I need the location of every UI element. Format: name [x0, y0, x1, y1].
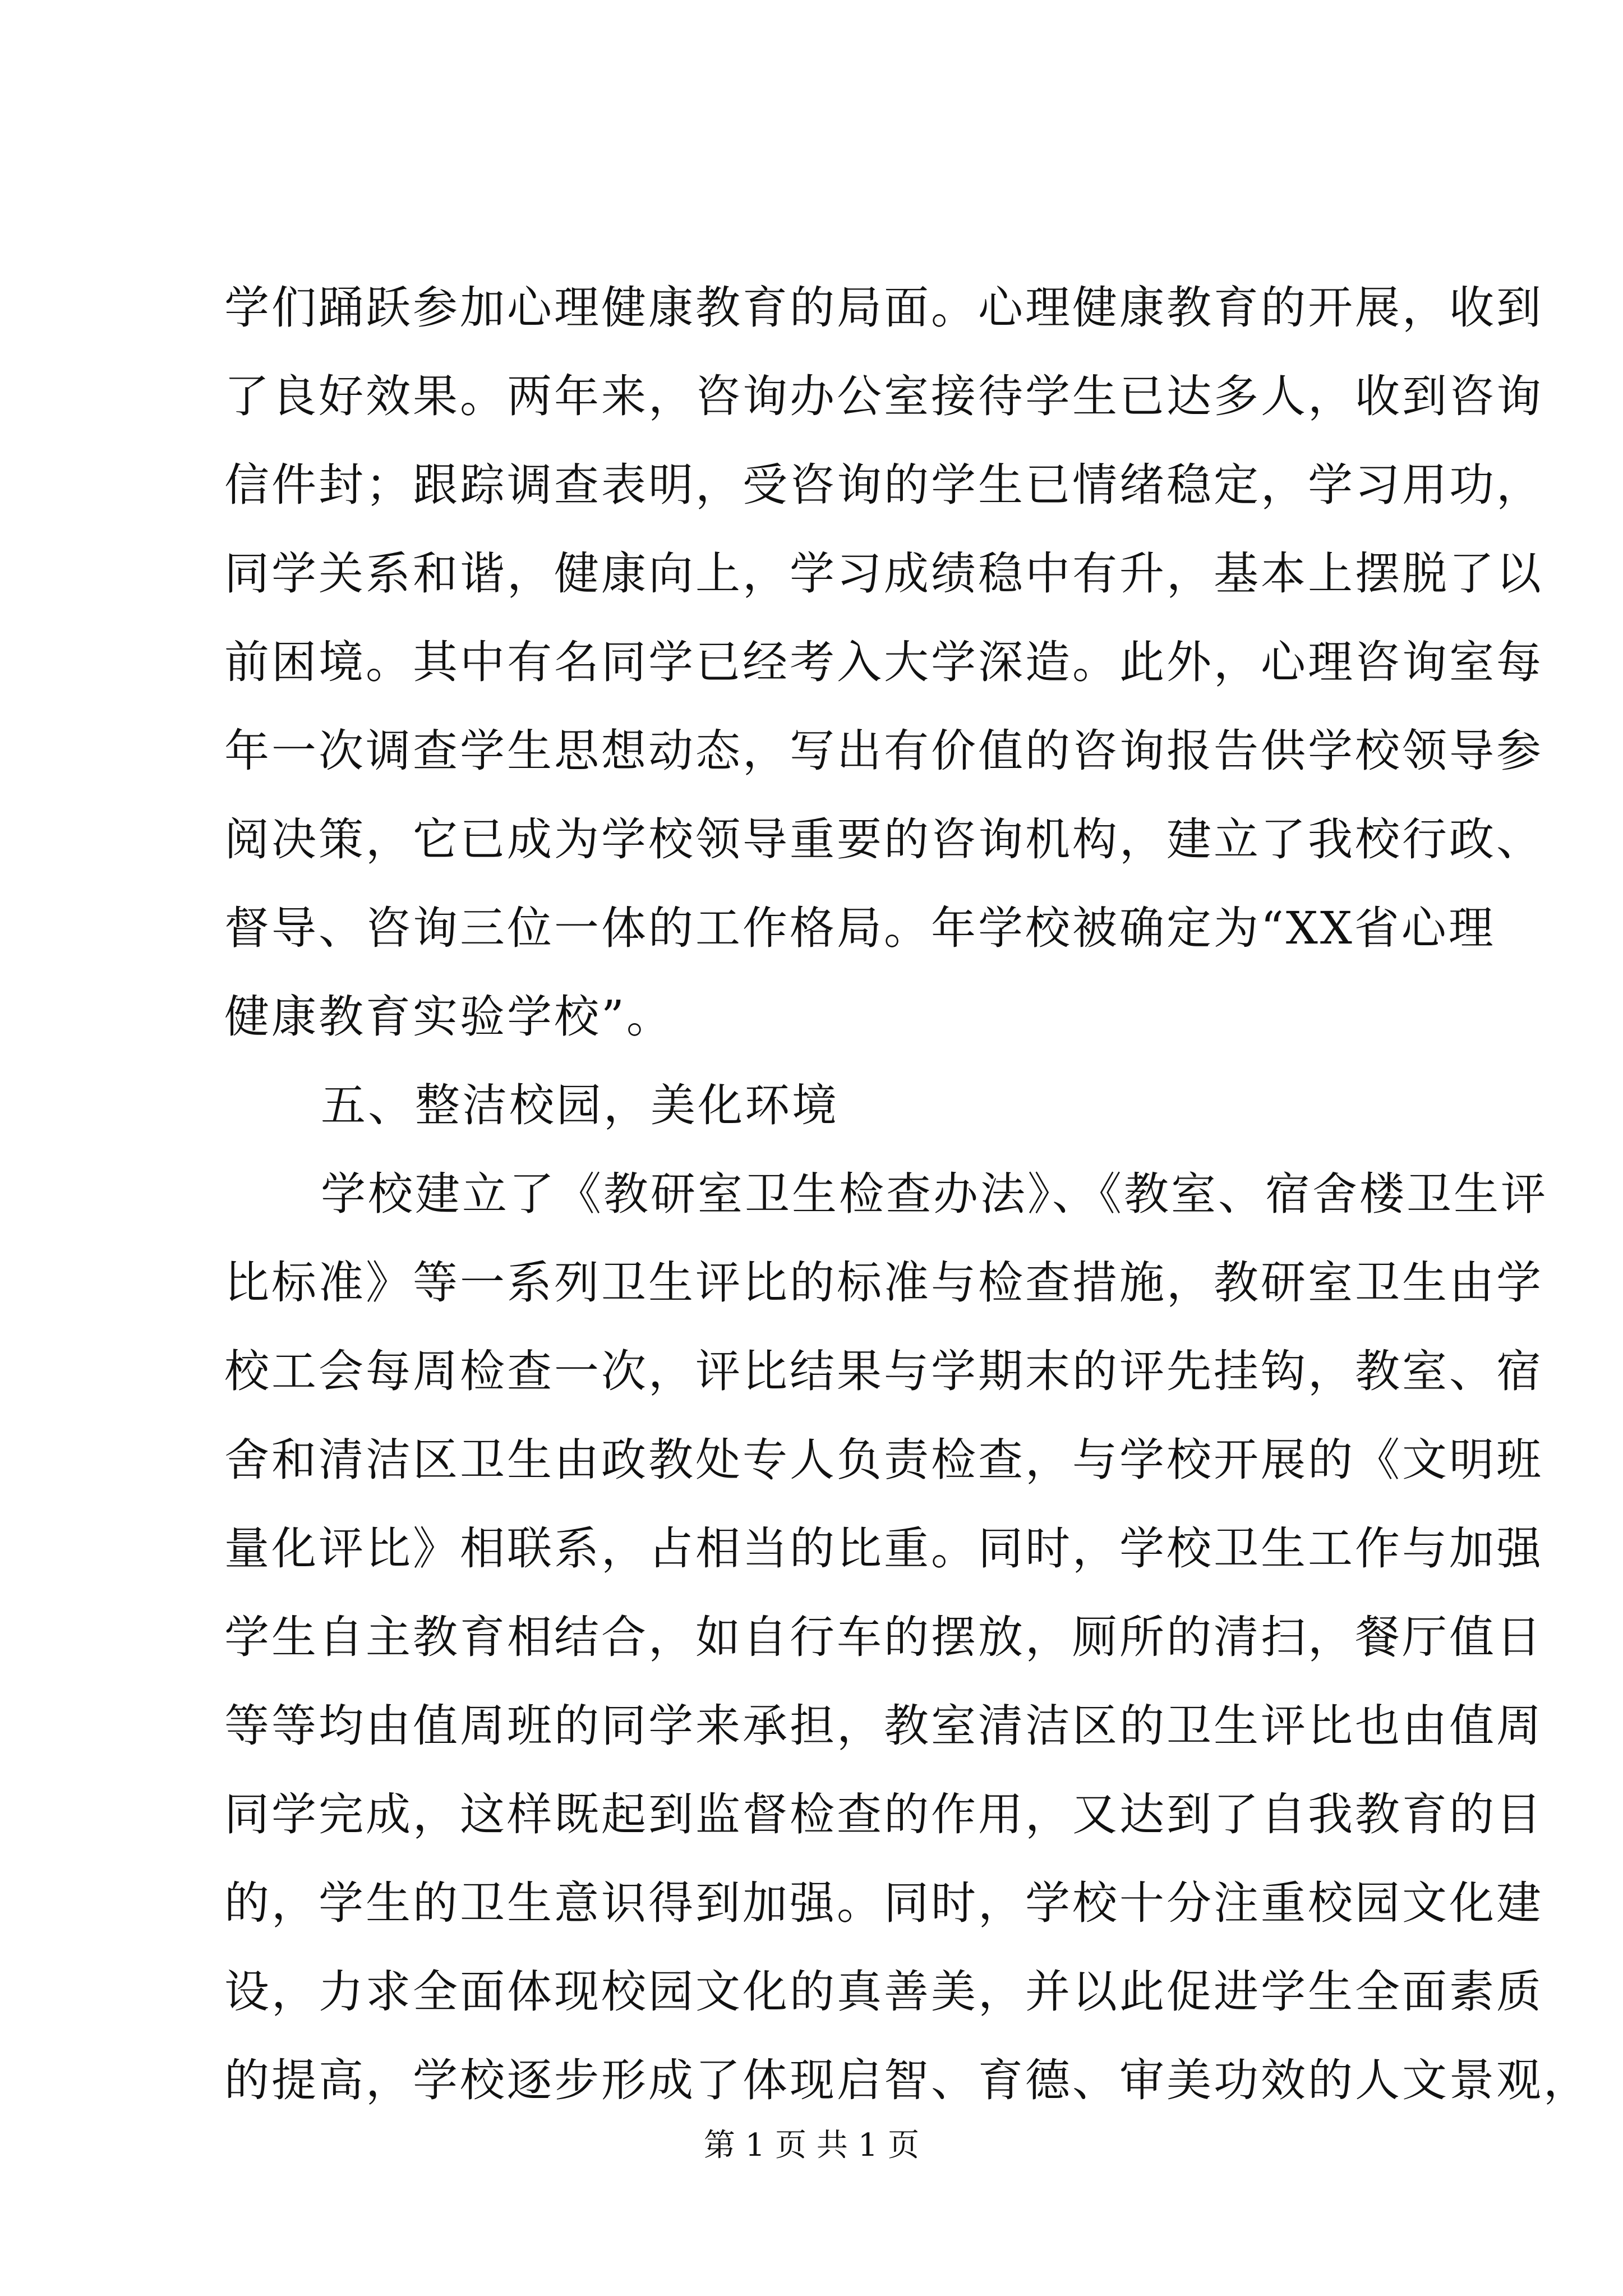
paragraph-line: 同学完成，这样既起到监督检查的作用，又达到了自我教育的目 — [224, 1788, 1543, 1841]
paragraph-line: 学校建立了《教研室卫生检查办法》、《教室、宿舍楼卫生评 — [321, 1168, 1548, 1220]
paragraph-line: 同学关系和谐，健康向上，学习成绩稳中有升，基本上摆脱了以 — [224, 547, 1543, 600]
paragraph-line: 等等均由值周班的同学来承担，教室清洁区的卫生评比也由值周 — [224, 1700, 1543, 1752]
paragraph-line: 学们踊跃参加心理健康教育的局面。心理健康教育的开展，收到 — [224, 282, 1543, 334]
paragraph-line: 前困境。其中有名同学已经考入大学深造。此外，心理咨询室每 — [224, 636, 1543, 688]
paragraph-line: 的提高，学校逐步形成了体现启智、育德、审美功效的人文景观， — [224, 2054, 1590, 2106]
paragraph-line: 校工会每周检查一次，评比结果与学期末的评先挂钩，教室、宿 — [224, 1345, 1543, 1397]
page-footer — [0, 2120, 1623, 2165]
paragraph-line: 年一次调查学生思想动态，写出有价值的咨询报告供学校领导参 — [224, 725, 1543, 777]
paragraph-line: 量化评比》相联系，占相当的比重。同时，学校卫生工作与加强 — [224, 1522, 1543, 1575]
paragraph-line: 健康教育实验学校”。 — [224, 991, 674, 1043]
paragraph-line: 舍和清洁区卫生由政教处专人负责检查，与学校开展的《文明班 — [224, 1434, 1543, 1486]
paragraph-line: 阅决策，它已成为学校领导重要的咨询机构，建立了我校行政、 — [224, 813, 1543, 866]
paragraph-line: 督导、咨询三位一体的工作格局。年学校被确定为“XX省心理 — [224, 902, 1496, 954]
body-text — [224, 264, 1590, 2125]
paragraph-line: 了良好效果。两年来，咨询办公室接待学生已达多人，收到咨询 — [224, 370, 1543, 422]
paragraph-line: 的，学生的卫生意识得到加强。同时，学校十分注重校园文化建 — [224, 1877, 1543, 1929]
section-heading: 五、整洁校园，美化环境 — [321, 1079, 839, 1131]
paragraph-line: 比标准》等一系列卫生评比的标准与检查措施，教研室卫生由学 — [224, 1257, 1543, 1309]
page-number-label: 第 1 页 共 1 页 — [703, 2127, 920, 2164]
paragraph-line: 信件封；跟踪调查表明，受咨询的学生已情绪稳定，学习用功， — [224, 459, 1543, 511]
paragraph-line: 设，力求全面体现校园文化的真善美，并以此促进学生全面素质 — [224, 1966, 1543, 2018]
paragraph-line: 学生自主教育相结合，如自行车的摆放，厕所的清扫，餐厅值日 — [224, 1611, 1543, 1663]
